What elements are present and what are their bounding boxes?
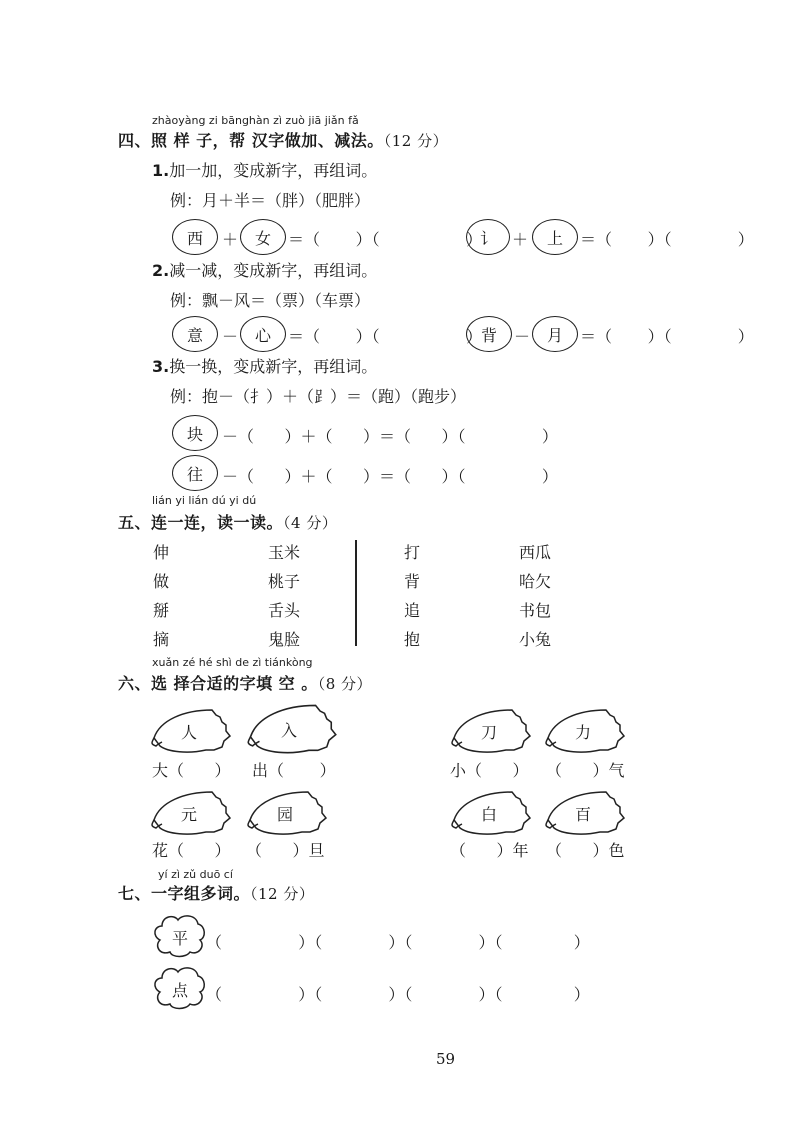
leaf-char: 力 bbox=[574, 723, 591, 742]
char-oval: 讠 bbox=[466, 219, 510, 255]
leaf-char: 白 bbox=[480, 805, 497, 824]
char-oval: 上 bbox=[532, 219, 578, 255]
page-number: 59 bbox=[436, 1050, 456, 1068]
sub1-example: 例：月＋半＝（胖）（肥胖） bbox=[170, 191, 371, 210]
minus-sign: － bbox=[514, 327, 531, 346]
fill-blank: 大（ ） bbox=[152, 761, 231, 780]
leaf-char: 元 bbox=[180, 805, 197, 824]
verb-item: 做 bbox=[153, 572, 170, 591]
leaf-char: 入 bbox=[280, 721, 297, 740]
noun-item: 小兔 bbox=[519, 630, 552, 649]
char-oval: 西 bbox=[172, 219, 218, 255]
answer-blanks: －（ ）＋（ ）＝（ ）（ ） bbox=[222, 427, 558, 446]
noun-item: 书包 bbox=[519, 601, 552, 620]
leaf-char: 百 bbox=[574, 805, 591, 824]
word-blanks: （ ）（ ）（ ）（ ） bbox=[206, 933, 590, 952]
verb-item: 伸 bbox=[153, 543, 170, 562]
noun-item: 西瓜 bbox=[519, 543, 552, 562]
sub2-instruction: 2.减一减，变成新字，再组词。 bbox=[152, 261, 378, 280]
char-oval: 意 bbox=[172, 316, 218, 352]
char-oval: 背 bbox=[466, 316, 512, 352]
plus-sign: ＋ bbox=[512, 230, 529, 249]
noun-item: 玉米 bbox=[268, 543, 301, 562]
plus-sign: ＋ bbox=[222, 230, 239, 249]
cloud-char: 平 bbox=[171, 929, 188, 948]
fill-blank: 花（ ） bbox=[152, 841, 231, 860]
noun-item: 桃子 bbox=[268, 572, 301, 591]
fill-blank: 出（ ） bbox=[252, 761, 336, 780]
section4-title: 四、照 样 子，帮 汉字做加、减法。（12 分） bbox=[118, 131, 449, 150]
char-oval: 女 bbox=[240, 219, 286, 255]
section6-pinyin: xuǎn zé hé shì de zì tiánkòng bbox=[152, 656, 313, 669]
noun-item: 哈欠 bbox=[519, 572, 552, 591]
char-oval: 往 bbox=[172, 455, 218, 491]
verb-item: 打 bbox=[404, 543, 421, 562]
answer-blanks: ＝（ ）（ ） bbox=[288, 230, 483, 249]
verb-item: 抱 bbox=[404, 630, 421, 649]
noun-item: 鬼脸 bbox=[268, 630, 301, 649]
leaf-char: 园 bbox=[276, 805, 293, 824]
char-oval: 块 bbox=[172, 415, 218, 451]
answer-blanks: ＝（ ）（ ） bbox=[288, 327, 483, 346]
answer-blanks: ＝（ ）（ ） bbox=[580, 327, 754, 346]
section6-title: 六、选 择合适的字填 空 。（8 分） bbox=[118, 674, 373, 693]
section5-pinyin: lián yi lián dú yi dú bbox=[152, 494, 257, 507]
sub3-instruction: 3.换一换，变成新字，再组词。 bbox=[152, 357, 378, 376]
cloud-char: 点 bbox=[171, 981, 188, 1000]
answer-blanks: －（ ）＋（ ）＝（ ）（ ） bbox=[222, 467, 558, 486]
answer-blanks: ＝（ ）（ ） bbox=[580, 230, 754, 249]
char-oval: 月 bbox=[532, 316, 578, 352]
char-oval: 心 bbox=[240, 316, 286, 352]
sub1-instruction: 1.加一加，变成新字，再组词。 bbox=[152, 161, 378, 180]
fill-blank: （ ）色 bbox=[546, 841, 625, 860]
section7-title: 七、一字组多词。（12 分） bbox=[118, 884, 315, 903]
leaf-char: 刀 bbox=[480, 723, 497, 742]
section7-pinyin: yí zì zǔ duō cí bbox=[158, 868, 233, 881]
word-blanks: （ ）（ ）（ ）（ ） bbox=[206, 985, 590, 1004]
fill-blank: （ ）气 bbox=[546, 761, 625, 780]
fill-blank: （ ）年 bbox=[450, 841, 529, 860]
minus-sign: － bbox=[222, 327, 239, 346]
verb-item: 背 bbox=[404, 572, 421, 591]
fill-blank: 小（ ） bbox=[450, 761, 529, 780]
section5-title: 五、连一连，读一读。（4 分） bbox=[118, 513, 338, 532]
verb-item: 掰 bbox=[153, 601, 170, 620]
leaf-char: 人 bbox=[180, 723, 197, 742]
verb-item: 追 bbox=[404, 601, 421, 620]
column-divider bbox=[355, 540, 357, 646]
noun-item: 舌头 bbox=[268, 601, 301, 620]
sub3-example: 例：抱－（扌）＋（⻊）＝（跑）（跑步） bbox=[170, 387, 467, 406]
verb-item: 摘 bbox=[153, 630, 170, 649]
fill-blank: （ ）旦 bbox=[246, 841, 325, 860]
sub2-example: 例：飘－风＝（票）（车票） bbox=[170, 291, 371, 310]
section4-pinyin: zhàoyàng zi bānghàn zì zuò jiā jiǎn fǎ bbox=[152, 114, 359, 127]
